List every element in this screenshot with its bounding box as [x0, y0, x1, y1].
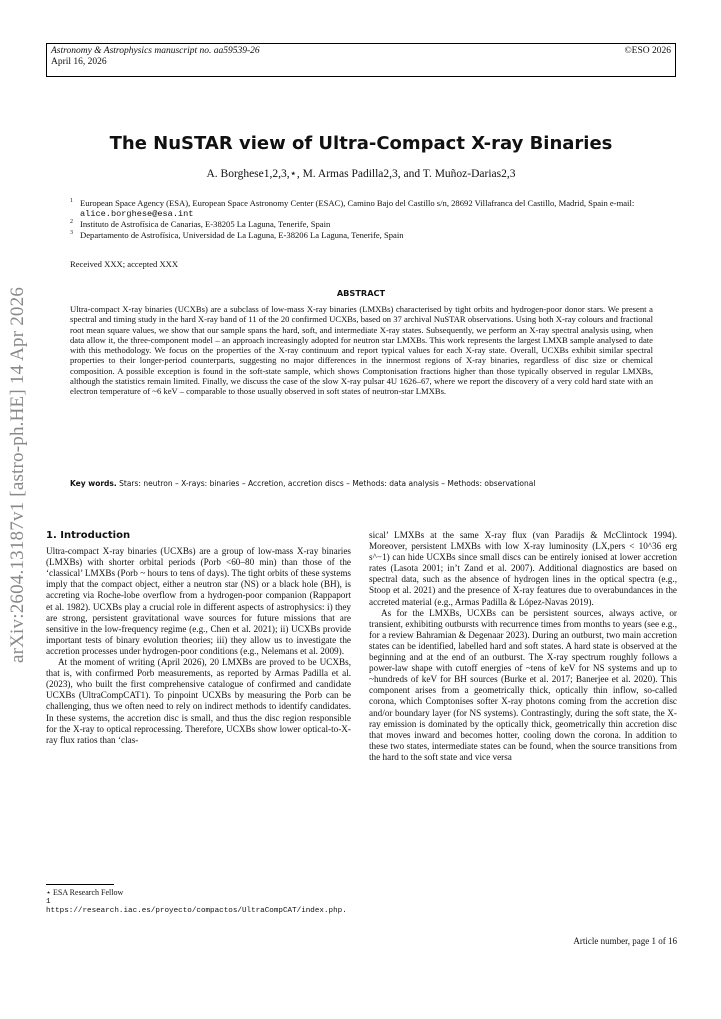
abstract-title: ABSTRACT: [336, 288, 386, 298]
affiliation-text: Instituto de Astrofísica de Canarias, E-38205 La Laguna, Tenerife, Spain: [80, 219, 331, 230]
footnote: ⋆ ESA Research Fellow: [46, 888, 124, 897]
affiliations: [70, 198, 680, 240]
arxiv-id: arXiv:2604.13187v1 [astro-ph.HE] 14 Apr 2026: [7, 286, 28, 664]
affiliation-3: [70, 230, 680, 240]
right-column: [369, 530, 677, 763]
abstract-text: Ultra-compact X-ray binaries (UCXBs) are a subclass of low-mass X-ray binaries (LMXBs) characterised by tight orbits and hydrogen-poor donor stars. We present a spectral and timing study in the hard X-ray band of 11 of the 20 confirmed UCXBs, based on 37 archival NuSTAR observations. Using both X-ray colours and fractional root mean square values, we show that our sample spans the hard, soft, and intermediate X-ray states. Subsequently, we perform an X-ray spectral analysis using, when data allow it, the three-component model – an approach increasingly adopted for neutron star LMXBs. This work represents the largest LMXB sample analysed to date with this methodology. We focus on the properties of the X-ray continuum and report typical values for each X-ray state. Overall, UCXBs exhibit similar spectral properties to their longer-period counterparts, suggesting no major differences in the innermost regions of X-ray binaries, regardless of disc size or chemical composition. A possible exception is found in the soft-state sample, which shows Comptonisation fractions higher than those typically observed in regular LMXBs, although the statistics remain limited. Finally, we discuss the case of the slow X-ray pulsar 4U 1626–67, where we report the discovery of a very cold hard state with an electron temperature of ~6 keV – comparable to those usually observed in soft states of neutron-star LMXBs.: [70, 304, 653, 396]
affiliation-2: [70, 219, 680, 229]
section-heading: 1. Introduction: [46, 530, 131, 541]
arxiv-stamp: [4, 255, 32, 695]
paper-title: The NuSTAR view of Ultra-Compact X-ray Binaries: [109, 133, 613, 154]
paragraph: At the moment of writing (April 2026), 20 LMXBs are proved to be UCXBs, that is, with confirmed Porb measurements, as reported by Armas Padilla et al. (2023), who built the first comprehensive catalogue of confirmed and candidate UCXBs (UltraCompCAT1). To pinpoint UCXBs by measuring the Porb can be challenging, thus we often need to rely on indirect methods to identify candidates. In these systems, the accretion disc is small, and thus the disc region responsible for the X-ray to optical reprocessing. Therefore, UCXBs show lower optical-to-X-ray flux ratios than ‘clas-: [46, 657, 351, 745]
paragraph: As for the LMXBs, UCXBs can be persistent sources, always active, or transient, exhibiting outbursts with recurrence times from months to years (see e.g., for a review Bahramian & Degenaar 2023). During an outburst, two main accretion states can be identified, labelled hard and soft states. A hard state is observed at the beginning and at the end of an outburst. The X-ray spectrum roughly follows a power-law shape with cutoff energies of ~tens of keV for NS systems and up to ~hundreds of keV for BH sources (Burke et al. 2017; Banerjee et al. 2020). This component arises from a geometrically thick, optically thin inflow, so-called corona, which Comptonises softer X-ray photons coming from the accretion disc and/or boundary layer (for NS systems). Contrastingly, during the soft state, the X-ray emission is dominated by the optically thick, geometrically thin accretion disc that moves inward and becomes hotter, cooling down the corona. In addition to these two states, intermediate states can be found, when the source transitions from the hard to the soft state and vice versa: [369, 607, 677, 762]
affiliation-1: [70, 198, 680, 219]
footnote-url[interactable]: 1 https://research.iac.es/proyecto/compactos/UltraCompCAT/index.php.: [46, 897, 347, 916]
keywords-label: Key words.: [70, 479, 117, 488]
affiliation-number: 1: [70, 198, 73, 204]
journal-line: Astronomy & Astrophysics manuscript no. aa59539-26: [51, 46, 260, 56]
affiliation-number: 3: [70, 229, 73, 236]
authors: A. Borghese1,2,3,⋆, M. Armas Padilla2,3, and T. Muñoz-Darias2,3: [206, 168, 516, 180]
keywords: [70, 479, 653, 489]
footnotes: [46, 888, 351, 917]
affiliation-text: European Space Agency (ESA), European Space Astronomy Center (ESAC), Camino Bajo del Castillo s/n, 28692 Villafranca del Castillo, Madrid, Spain e-mail:: [80, 198, 635, 208]
header-box: [46, 43, 676, 77]
copyright: ©ESO 2026: [624, 46, 671, 56]
date-line: April 16, 2026: [51, 57, 107, 67]
email-link[interactable]: alice.borghese@esa.int: [80, 209, 194, 220]
footnote-rule: [46, 884, 114, 885]
header-left: [51, 46, 260, 68]
received-line: Received XXX; accepted XXX: [70, 259, 179, 269]
paragraph: sical’ LMXBs at the same X-ray flux (van Paradijs & McClintock 1994). Moreover, persistent LMXBs with low X-ray luminosity (LX,pers < 10^36 erg s^−1) can hide UCXBs since small discs can be entirely ionised at lower accretion rates (Lasota 2001; in’t Zand et al. 2007). Additional diagnostics are based on spectral data, such as the absence of hydrogen lines in the optical spectra (e.g., Stoop et al. 2021) and the presence of X-ray features due to overabundances in the accreted material (e.g., Armas Padilla & López-Navas 2019).: [369, 530, 677, 607]
paragraph: Ultra-compact X-ray binaries (UCXBs) are a group of low-mass X-ray binaries (LMXBs) with shorter orbital periods (Porb <60–80 min) than those of the ‘classical’ LMXBs (Porb ~ hours to tens of days). The tight orbits of these systems imply that the compact object, either a neutron star (NS) or a black hole (BH), is accreting via Roche-lobe overflow from a hydrogen-poor companion (Rappaport et al. 1982). UCXBs play a crucial role in different aspects of astrophysics: i) they are strong, persistent gravitational wave sources for future missions that are sensitive in the low-frequency regime (e.g., Chen et al. 2021); ii) UCXBs provide important tests of binary evolution theories; iii) they allow us to investigate the accretion processes under hydrogen-poor conditions (e.g., Nelemans et al. 2009).: [46, 546, 351, 656]
affiliation-text: Departamento de Astrofísica, Universidad de La Laguna, E-38206 La Laguna, Tenerife, Spain: [80, 229, 404, 240]
left-column: [46, 530, 351, 746]
page-footer: Article number, page 1 of 16: [573, 936, 677, 946]
affiliation-number: 2: [70, 219, 73, 226]
keywords-text: Stars: neutron – X-rays: binaries – Accretion, accretion discs – Methods: data analysis – Methods: observational: [119, 479, 536, 488]
